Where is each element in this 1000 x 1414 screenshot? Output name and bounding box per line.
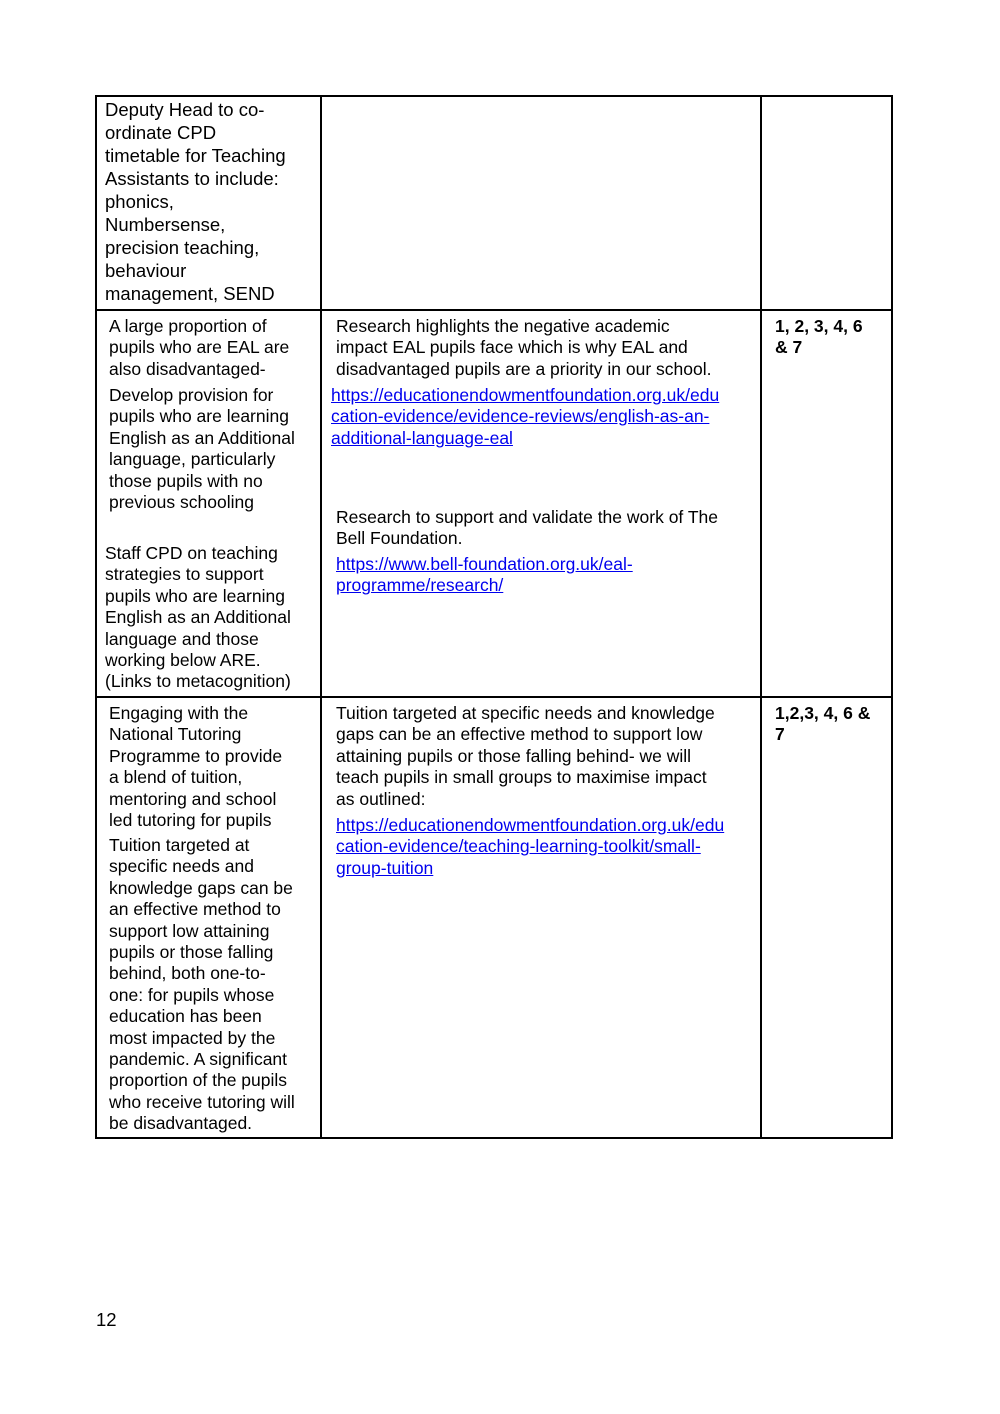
row2-evidence-bell: Research to support and validate the work of The Bell Foundation. <box>336 507 718 549</box>
table-border-row1 <box>95 309 893 311</box>
row1-activity: Deputy Head to co- ordinate CPD timetable for Teaching Assistants to include: phonics, Numbersense, precision teaching, behaviour management, SEND <box>105 99 286 304</box>
table-border-row2 <box>95 696 893 698</box>
row2-evidence-research: Research highlights the negative academic impact EAL pupils face which is why EAL and disadvantaged pupils are a priority in our school. <box>336 316 712 379</box>
row2-evidence-link-bell[interactable]: https://www.bell-foundation.org.uk/eal- programme/research/ <box>336 554 633 596</box>
row2-activity-intro: A large proportion of pupils who are EAL are also disadvantaged- <box>109 316 290 379</box>
row3-activity-ntp: Engaging with the National Tutoring Programme to provide a blend of tuition, mentoring and school led tutoring for pupils <box>109 703 283 831</box>
row2-evidence-link-eef[interactable]: https://educationendowmentfoundation.org.uk/edu cation-evidence/evidence-reviews/english-as-an- additional-language-eal <box>331 385 720 448</box>
table-divider-col2 <box>760 95 762 1138</box>
row2-activity-cpd: Staff CPD on teaching strategies to support pupils who are learning English as an Additional language and those working below ARE. (Links to metacognition) <box>105 543 291 692</box>
row3-challenges: 1,2,3, 4, 6 & 7 <box>775 703 871 745</box>
row2-activity-provision: Develop provision for pupils who are learning English as an Additional language, particularly those pupils with no previous schooling <box>109 385 295 513</box>
table-divider-col1 <box>320 95 322 1138</box>
table-border-right <box>891 95 893 1138</box>
row3-activity-tuition: Tuition targeted at specific needs and knowledge gaps can be an effective method to support low attaining pupils or those falling behind, both one-to- one: for pupils whose education has been most impacted by the pandemic. A significant proportion of the pupils who receive tutoring will be disadvantaged. <box>109 835 295 1134</box>
table-border-bottom <box>95 1137 893 1139</box>
table-border-top <box>95 95 893 97</box>
page-number: 12 <box>96 1309 117 1330</box>
table-border-left <box>95 95 97 1138</box>
row3-evidence-tuition: Tuition targeted at specific needs and knowledge gaps can be an effective method to support low attaining pupils or those falling behind- we will teach pupils in small groups to maximise impact as outlined: <box>336 703 715 809</box>
row3-evidence-link-eef[interactable]: https://educationendowmentfoundation.org.uk/edu cation-evidence/teaching-learning-toolkit/small- group-tuition <box>336 815 725 878</box>
row2-challenges: 1, 2, 3, 4, 6 & 7 <box>775 316 863 358</box>
